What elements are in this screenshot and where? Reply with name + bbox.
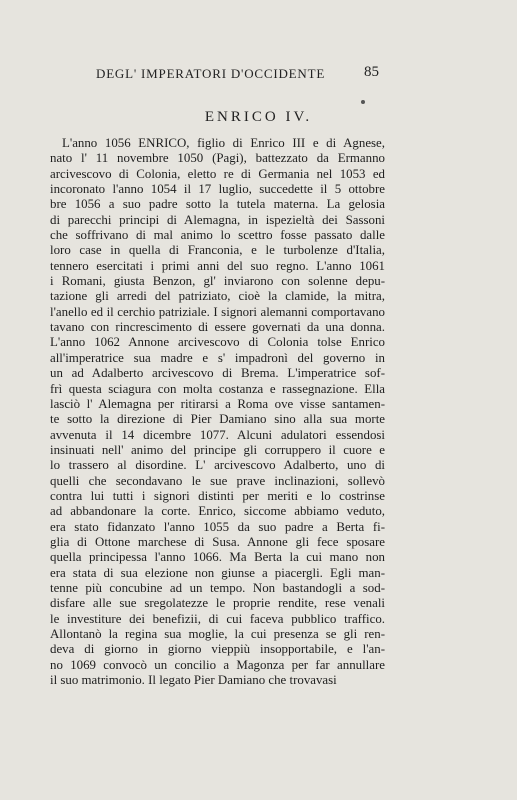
text-line: tenne più concubine ad un tempo. Non bastandogli a sod- — [50, 580, 385, 595]
text-line: di parecchi principi di Alemagna, in ispezieltà dei Sassoni — [50, 212, 385, 227]
text-line: L'anno 1056 ENRICO, figlio di Enrico III e di Agnese, — [62, 136, 385, 150]
text-line: tennero esercitati i primi anni del suo regno. L'anno 1061 — [50, 258, 385, 273]
text-line: tazione gli arredi del patriziato, cioè la clamide, la mitra, — [50, 289, 385, 304]
text-line: bre 1056 a suo padre sotto la tutela materna. La gelosia — [50, 197, 385, 212]
body-text — [50, 136, 385, 688]
text-line: loro case in quella di Franconia, e le turbolenze d'Italia, — [50, 243, 385, 258]
text-line: arcivescovo di Colonia, eletto re di Germania nel 1053 ed — [50, 166, 385, 181]
text-line: il suo matrimonio. Il legato Pier Damiano che trovavasi — [50, 673, 337, 688]
chapter-title: ENRICO IV. — [204, 109, 313, 125]
ink-speck — [361, 100, 365, 104]
text-line: era stato fidanzato l'anno 1055 da suo padre a Berta fi- — [50, 519, 385, 534]
text-line: L'anno 1062 Annone arcivescovo di Colonia tolse Enrico — [50, 335, 385, 350]
running-title: DEGL' IMPERATORI D'OCCIDENTE — [96, 66, 326, 81]
text-line: i Romani, giusta Benzon, gl' inviarono con solenne depu- — [50, 274, 385, 289]
text-line: avvenuta il 14 dicembre 1077. Alcuni adulatori essendosi — [50, 427, 385, 442]
text-line: ad abbandonare la corte. Enrico, siccome abbiamo veduto, — [50, 504, 385, 519]
text-line: deva di giorno in giorno vieppiù insopportabile, e l'an- — [50, 642, 385, 657]
text-line: nato l' 11 novembre 1050 (Pagi), battezzato da Ermanno — [50, 151, 385, 166]
text-line: frì questa sciagura con molta costanza e rassegnazione. Ella — [50, 381, 385, 396]
text-line: che soffrivano di mal animo lo scettro fosse passato dalle — [50, 228, 385, 243]
text-line: lo trassero al disordine. L' arcivescovo Adalberto, uno di — [50, 458, 385, 473]
text-line: tavano con rincrescimento di essere governati da una donna. — [50, 320, 385, 335]
text-line: lasciò l' Alemagna per ritirarsi a Roma ove visse santamen- — [50, 396, 385, 411]
text-line: contra lui tutti i signori distinti per meriti e lo costrinse — [50, 488, 385, 503]
text-line: disfare alle sue sregolatezze le proprie rendite, rese venali — [50, 596, 385, 611]
text-line: insinuati nell' animo del principe gli corruppero il cuore e — [50, 442, 385, 457]
text-line: era stata di sua elezione non giunse a piacergli. Egli man- — [50, 565, 385, 580]
text-line: te sotto la direzione di Pier Damiano sino alla sua morte — [50, 412, 385, 427]
text-line: l'anello ed il cerchio patriziale. I signori alemanni comportavano — [50, 304, 385, 319]
text-line: incoronato l'anno 1054 il 17 luglio, succedette il 5 ottobre — [50, 182, 385, 197]
text-line: quelli che secondavano le sue prave inclinazioni, sollevò — [50, 473, 385, 488]
text-line: all'imperatrice sua madre e s' impadronì del governo in — [50, 350, 385, 365]
text-line: no 1069 convocò un concilio a Magonza per far annullare — [50, 657, 385, 672]
text-line: quella principessa l'anno 1066. Ma Berta la cui mano non — [50, 550, 385, 565]
page-number: 85 — [364, 64, 379, 80]
text-line: glia di Ottone marchese di Susa. Annone gli fece sposare — [50, 534, 385, 549]
text-line: Allontanò la regina sua moglie, la cui presenza se gli ren- — [50, 627, 385, 641]
text-line: un ad Adalberto arcivescovo di Brema. L'imperatrice sof- — [50, 366, 385, 381]
text-line: le investiture dei benefizii, di cui faceva pubblico traffico. — [50, 611, 385, 626]
